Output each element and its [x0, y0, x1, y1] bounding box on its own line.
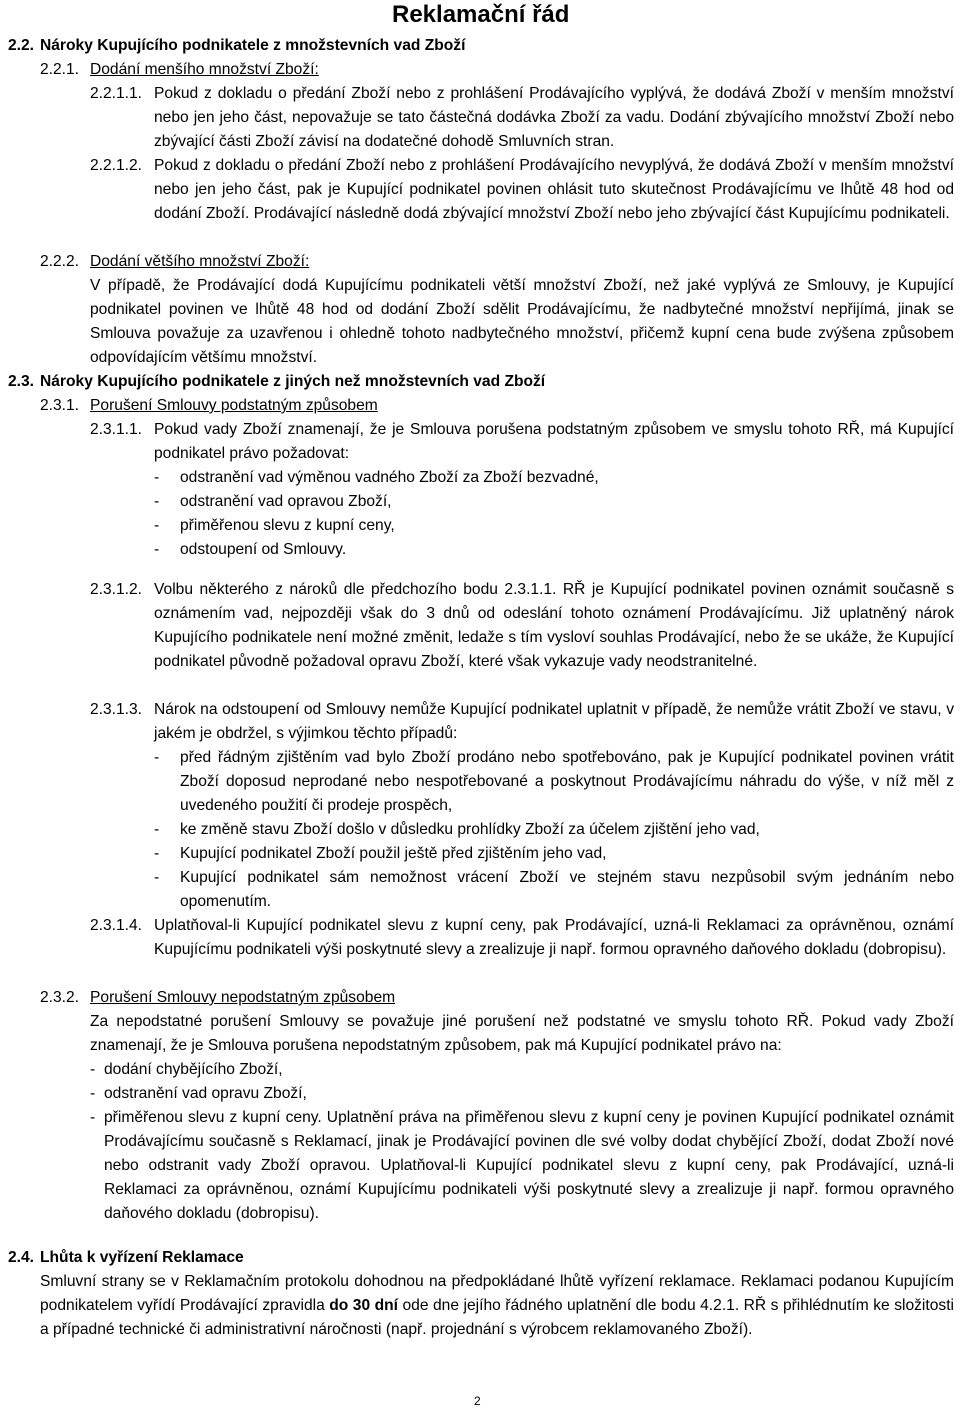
list-item: - přiměřenou slevu z kupní ceny. Uplatnění práva na přiměřenou slevu z kupní ceny je povinen Kupující podnikatel oznámit Prodávajícímu současně s Reklamací, jinak je Prodávající povinen dle své volby dodat chybějící Zboží, dodat Zboží nové nebo odstranit vady Zboží opravou. Uplatňoval-li Kupující podnikatel slevu z kupní ceny, pak Prodávající, uzná-li Reklamaci za oprávněnou, oznámí Kupujícímu podnikateli výši poskytnuté slevy a zrealizuje ji např. formou opravného daňového dokladu (dobropisu).	[90, 1109, 954, 1222]
clause-text: Uplatňoval-li Kupující podnikatel slevu z kupní ceny, pak Prodávající, uzná-li Reklamaci za oprávněnou, oznámí Kupujícímu podnikateli výši poskytnuté slevy a zrealizuje ji např. formou opravného daňového dokladu (dobropisu).	[154, 917, 954, 958]
section-title: Dodání většího množství Zboží:	[90, 253, 310, 270]
clause-2-2-1-2	[90, 154, 954, 226]
list-item: - před řádným zjištěním vad bylo Zboží prodáno nebo spotřebováno, pak je Kupující podnikatel povinen vrátit Zboží doposud neprodané nebo nespotřebované a poskytnout Prodávajícímu náhradu do výše, v níž měl z uvedeného použití či prodeje prospěch,	[154, 749, 954, 814]
section-2-3-2-body	[90, 1010, 954, 1226]
page-number: 2	[474, 1394, 481, 1408]
clause-number: 2.3.1.4.	[90, 917, 143, 934]
clause-text: Pokud vady Zboží znamenají, že je Smlouva porušena podstatným způsobem ve smyslu tohoto RŘ, má Kupující podnikatel právo požadovat:	[154, 421, 954, 462]
section-2-2-heading	[8, 34, 954, 58]
section-title: Porušení Smlouvy nepodstatným způsobem	[90, 989, 396, 1006]
clause-number: 2.2.1.2.	[90, 157, 143, 174]
section-title: Dodání menšího množství Zboží:	[90, 61, 319, 78]
list-item: - odstranění vad opravou Zboží,	[154, 493, 392, 510]
section-2-4-text: Smluvní strany se v Reklamačním protokolu dohodnou na předpokládané lhůtě vyřízení reklamace. Reklamaci podanou Kupujícím podnikatelem vyřídí Prodávající zpravidla do 30 dní ode dne jejího řádného uplatnění dle bodu 4.2.1. RŘ s přihlédnutím ke složitosti a případné technické či administrativní náročnosti (např. projednání s výrobcem reklamovaného Zboží).	[40, 1273, 954, 1338]
list-item: - odstranění vad výměnou vadného Zboží za Zboží bezvadné,	[154, 469, 599, 486]
section-number: 2.2.	[8, 37, 35, 54]
section-number: 2.2.2.	[40, 253, 80, 270]
section-2-3-2-heading	[40, 986, 954, 1010]
section-title: Nároky Kupujícího podnikatele z množstevních vad Zboží	[40, 37, 466, 54]
document-title: Reklamační řád	[392, 1, 570, 28]
list-item: - Kupující podnikatel Zboží použil ještě před zjištěním jeho vad,	[154, 845, 607, 862]
deadline-emphasis: do 30 dní	[329, 1297, 399, 1314]
clause-2-3-1-3	[90, 698, 954, 914]
section-2-3-1-heading	[40, 394, 954, 418]
list-item: - odstoupení od Smlouvy.	[154, 541, 347, 558]
clause-text: Pokud z dokladu o předání Zboží nebo z prohlášení Prodávajícího nevyplývá, že dodává Zboží v menším množství nebo jen jeho část, pak je Kupující podnikatel povinen ohlásit tuto skutečnost Prodávajícímu ve lhůtě 48 hod od dodání Zboží. Prodávající následně dodá zbývající množství Zboží nebo jeho zbývající část Kupujícímu podnikateli.	[154, 157, 954, 222]
clause-2-3-1-4	[90, 914, 954, 962]
section-2-4-heading	[8, 1246, 954, 1270]
section-number: 2.3.	[8, 373, 35, 390]
section-number: 2.3.2.	[40, 989, 80, 1006]
clause-text: Nárok na odstoupení od Smlouvy nemůže Kupující podnikatel uplatnit v případě, že nemůže vrátit Zboží ve stavu, v jakém je obdržel, s výjimkou těchto případů:	[154, 701, 954, 742]
section-text: Za nepodstatné porušení Smlouvy se považuje jiné porušení než podstatné ve smyslu tohoto RŘ. Pokud vady Zboží znamenají, že je Smlouva porušena nepodstatným způsobem, pak má Kupující podnikatel právo na:	[90, 1013, 954, 1054]
section-2-3-heading	[8, 370, 954, 394]
claims-list	[154, 466, 954, 562]
clause-number: 2.3.1.2.	[90, 581, 143, 598]
section-number: 2.2.1.	[40, 61, 80, 78]
section-2-2-2-text: V případě, že Prodávající dodá Kupujícímu podnikateli větší množství Zboží, než jaké vyplývá ze Smlouvy, je Kupující podnikatel povinen ve lhůtě 48 hod od dodání Zboží sdělit Prodávajícímu, že nadbytečné množství nepřijímá, jinak se Smlouva považuje za uzavřenou i ohledně tohoto nadbytečného množství, přičemž kupní cena bude zvýšena způsobem odpovídajícím většímu množství.	[90, 277, 954, 366]
exceptions-list	[154, 746, 954, 914]
clause-number: 2.3.1.3.	[90, 701, 143, 718]
list-item: - ke změně stavu Zboží došlo v důsledku prohlídky Zboží za účelem zjištění jeho vad,	[154, 821, 760, 838]
section-number: 2.3.1.	[40, 397, 80, 414]
rights-list	[90, 1058, 954, 1226]
clause-2-3-1-1	[90, 418, 954, 562]
list-item: - přiměřenou slevu z kupní ceny,	[154, 517, 395, 534]
clause-2-2-1-1	[90, 82, 954, 154]
clause-text: Volbu některého z nároků dle předchozího bodu 2.3.1.1. RŘ je Kupující podnikatel povinen oznámit současně s oznámením vad, nejpozději však do 3 dnů od odeslání tohoto oznámení Prodávajícímu. Již uplatněný nárok Kupujícího podnikatele není možné změnit, ledaže s tím vysloví souhlas Prodávající, nebo že se ukáže, že Kupující podnikatel původně požadoval opravu Zboží, které však vykazuje vady neodstranitelné.	[154, 581, 954, 670]
section-2-2-1-heading	[40, 58, 954, 82]
clause-number: 2.2.1.1.	[90, 85, 143, 102]
list-item: - odstranění vad opravu Zboží,	[90, 1085, 307, 1102]
section-title: Nároky Kupujícího podnikatele z jiných než množstevních vad Zboží	[40, 373, 546, 390]
section-title: Lhůta k vyřízení Reklamace	[40, 1249, 244, 1266]
clause-text: Pokud z dokladu o předání Zboží nebo z prohlášení Prodávajícího vyplývá, že dodává Zboží v menším množství nebo jen jeho část, nepovažuje se tato částečná dodávka Zboží za vadu. Dodání zbývajícího množství Zboží nebo zbývající části Zboží závisí na dodatečné dohodě Smluvních stran.	[154, 85, 954, 150]
clause-number: 2.3.1.1.	[90, 421, 143, 438]
list-item: - dodání chybějícího Zboží,	[90, 1061, 283, 1078]
section-2-2-2-heading	[40, 250, 954, 274]
list-item: - Kupující podnikatel sám nemožnost vrácení Zboží ve stejném stavu nezpůsobil svým jednáním nebo opomenutím.	[154, 869, 954, 910]
section-number: 2.4.	[8, 1249, 35, 1266]
clause-2-3-1-2	[90, 578, 954, 674]
section-title: Porušení Smlouvy podstatným způsobem	[90, 397, 378, 414]
